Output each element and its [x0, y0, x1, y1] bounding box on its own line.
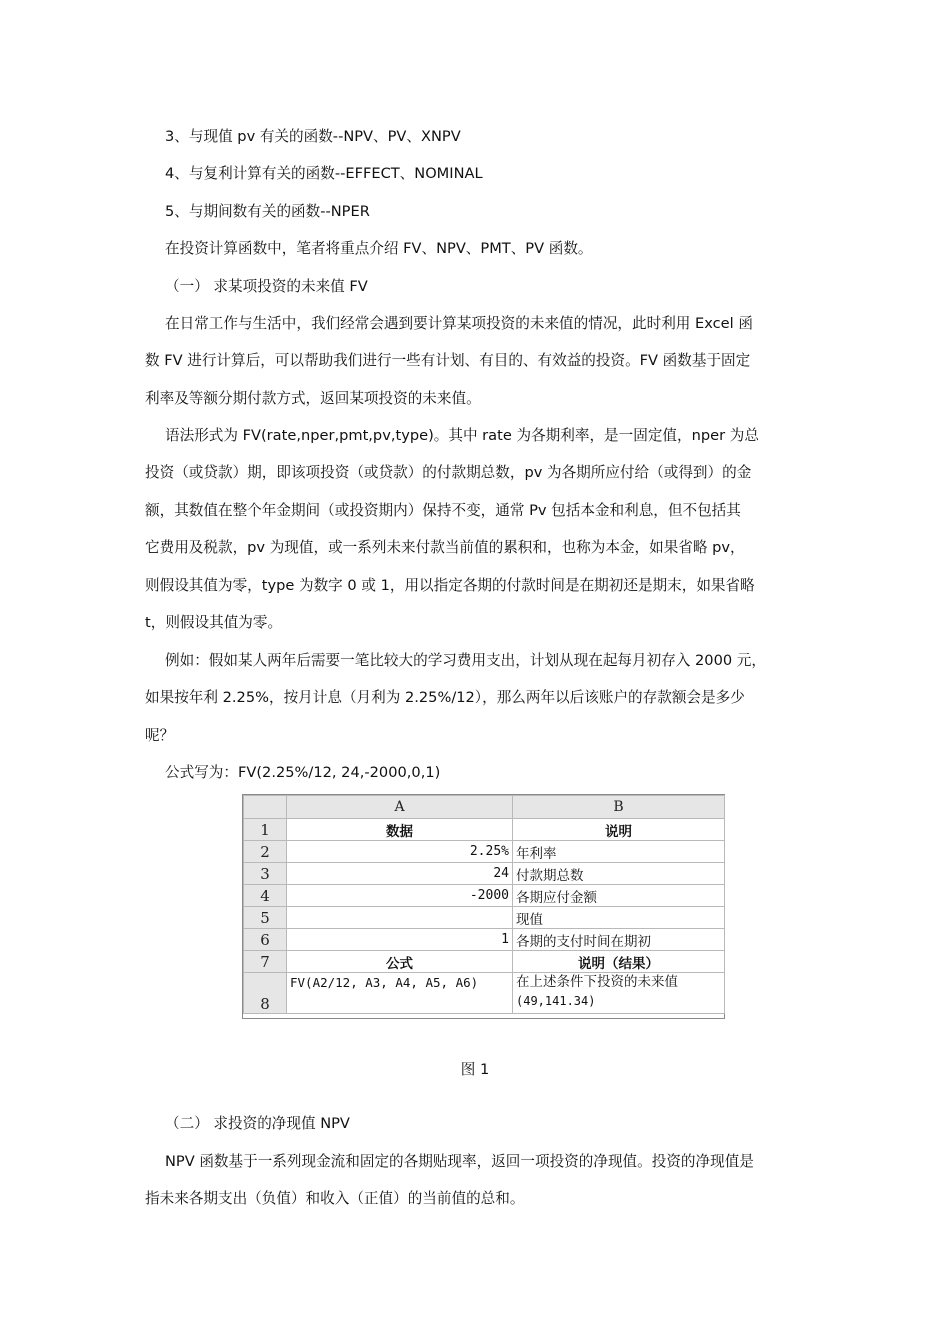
figure-caption: 图 1 [460, 1061, 490, 1078]
paragraph-line: 语法形式为 FV(rate,nper,pmt,pv,type)。其中 rate 为各期利率，是一固定值，nper 为总 [165, 427, 759, 444]
cell-b: 付款期总数 [513, 863, 725, 885]
row-number: 6 [244, 929, 287, 951]
spreadsheet-figure [242, 794, 725, 1019]
list-item-pv-functions: 3、与现值 pv 有关的函数--NPV、PV、XNPV [165, 128, 461, 145]
table-row [244, 863, 725, 885]
row-number: 2 [244, 841, 287, 863]
cell-a: FV(A2/12, A3, A4, A5, A6) [287, 973, 513, 1014]
cell-b: 各期应付金额 [513, 885, 725, 907]
paragraph-line: 投资（或贷款）期，即该项投资（或贷款）的付款期总数，pv 为各期所应付给（或得到）的金 [145, 464, 752, 481]
cell-a: -2000 [287, 885, 513, 907]
row-number: 5 [244, 907, 287, 929]
table-row [244, 973, 725, 1014]
cell-b: 说明（结果） [513, 951, 725, 973]
table-row [244, 841, 725, 863]
paragraph-line: NPV 函数基于一系列现金流和固定的各期贴现率，返回一项投资的净现值。投资的净现值是 [165, 1153, 754, 1170]
row-number: 3 [244, 863, 287, 885]
intro-paragraph: 在投资计算函数中，笔者将重点介绍 FV、NPV、PMT、PV 函数。 [165, 240, 593, 257]
paragraph-line: 例如：假如某人两年后需要一笔比较大的学习费用支出，计划从现在起每月初存入 2000 元， [165, 652, 766, 669]
row-number: 1 [244, 819, 287, 841]
cell-a: 公式 [287, 951, 513, 973]
cell-b: 现值 [513, 907, 725, 929]
paragraph-line: 它费用及税款，pv 为现值，或一系列未来付款当前值的累积和，也称为本金，如果省略 pv， [145, 539, 745, 556]
row-number: 7 [244, 951, 287, 973]
table-row [244, 907, 725, 929]
formula-line: 公式写为：FV(2.25%/12, 24,-2000,0,1) [165, 764, 441, 781]
table-row [244, 819, 725, 841]
cell-a: 1 [287, 929, 513, 951]
list-item-period-functions: 5、与期间数有关的函数--NPER [165, 203, 370, 220]
paragraph-line: 指未来各期支出（负值）和收入（正值）的当前值的总和。 [145, 1190, 525, 1207]
table-row [244, 929, 725, 951]
spreadsheet-table [243, 795, 725, 1014]
paragraph-line: 额，其数值在整个年金期间（或投资期内）保持不变，通常 Pv 包括本金和利息，但不包括其 [145, 502, 741, 519]
row-number: 4 [244, 885, 287, 907]
column-header-a: A [287, 796, 513, 819]
paragraph-line: 呢？ [145, 727, 175, 744]
cell-b [513, 973, 725, 1014]
cell-b: 各期的支付时间在期初 [513, 929, 725, 951]
corner-cell [244, 796, 287, 819]
section-heading-fv: （一） 求某项投资的未来值 FV [165, 278, 368, 295]
cell-a [287, 907, 513, 929]
column-header-b: B [513, 796, 725, 819]
table-row [244, 951, 725, 973]
cell-a: 数据 [287, 819, 513, 841]
list-item-compound-functions: 4、与复利计算有关的函数--EFFECT、NOMINAL [165, 165, 483, 182]
paragraph-line: t，则假设其值为零。 [145, 614, 283, 631]
cell-a: 24 [287, 863, 513, 885]
paragraph-line: 则假设其值为零，type 为数字 0 或 1，用以指定各期的付款时间是在期初还是期末，如果省略 [145, 577, 755, 594]
table-row [244, 885, 725, 907]
cell-b-text: 在上述条件下投资的未来值 [516, 974, 678, 990]
cell-b-result: (49,141.34) [516, 994, 596, 1008]
paragraph-line: 数 FV 进行计算后，可以帮助我们进行一些有计划、有目的、有效益的投资。FV 函数基于固定 [145, 352, 751, 369]
cell-b: 说明 [513, 819, 725, 841]
row-number: 8 [244, 973, 287, 1014]
paragraph-line: 在日常工作与生活中，我们经常会遇到要计算某项投资的未来值的情况，此时利用 Excel 函 [165, 315, 753, 332]
cell-b: 年利率 [513, 841, 725, 863]
section-heading-npv: （二） 求投资的净现值 NPV [165, 1115, 350, 1132]
paragraph-line: 利率及等额分期付款方式，返回某项投资的未来值。 [145, 390, 481, 407]
cell-a: 2.25% [287, 841, 513, 863]
column-header-row [244, 796, 725, 819]
paragraph-line: 如果按年利 2.25%，按月计息（月利为 2.25%/12），那么两年以后该账户的存款额会是多少 [145, 689, 745, 706]
